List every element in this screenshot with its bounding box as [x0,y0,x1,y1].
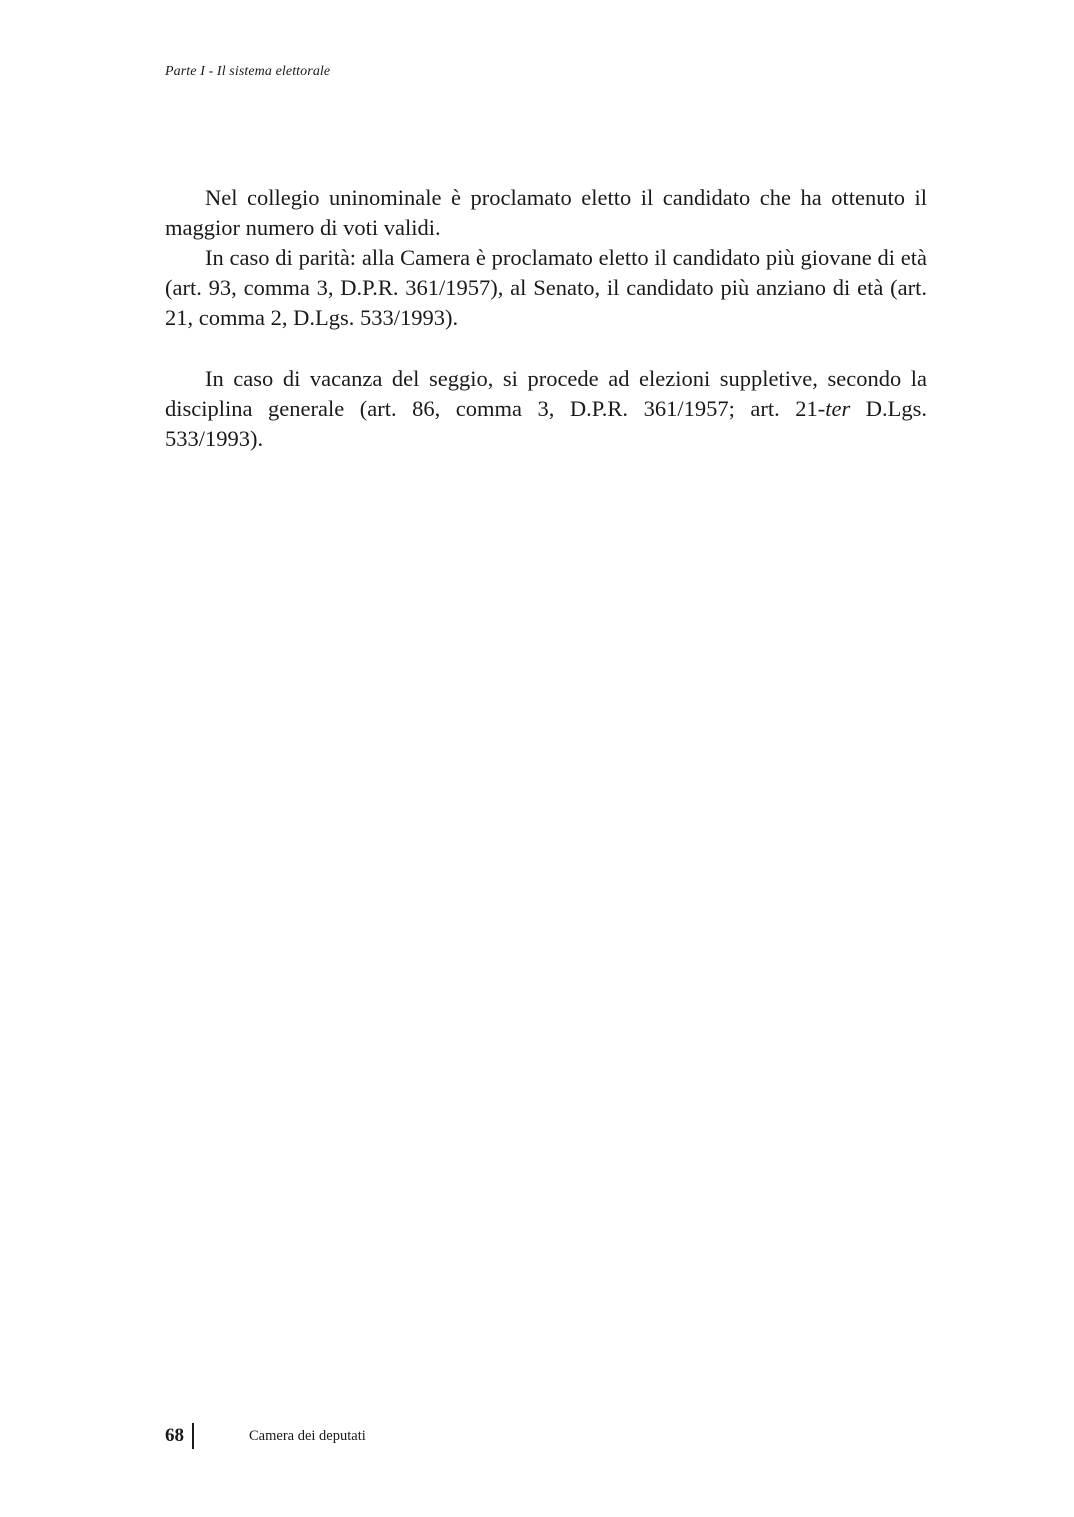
paragraph-1: Nel collegio uninominale è proclamato eletto il candidato che ha ottenuto il maggior numero di voti validi. [165,185,927,240]
paragraph-3-italic: ter [825,396,851,421]
paragraph-3 [165,364,927,454]
paragraph-3-text-b: D.Lgs. 533/1993). [165,396,928,451]
body-text [165,183,927,454]
paragraph-2: In caso di parità: alla Camera è proclamato eletto il candidato più giovane di età (art. 93, comma 3, D.P.R. 361/1957), al Senato, il candidato più anziano di età (art. 21, comma 2, D.Lgs. 533/1993). [165,245,927,330]
paragraph-3-text-a: In caso di vacanza del seggio, si procede ad elezioni suppletive, secondo la disciplina generale (art. 86, comma 3, D.P.R. 361/1957; art. 21- [165,366,927,421]
footer-divider [192,1423,194,1449]
page-footer [165,1421,366,1451]
footer-publisher: Camera dei deputati [249,1427,366,1444]
page-number: 68 [165,1425,184,1446]
running-head: Parte I - Il sistema elettorale [165,64,331,79]
